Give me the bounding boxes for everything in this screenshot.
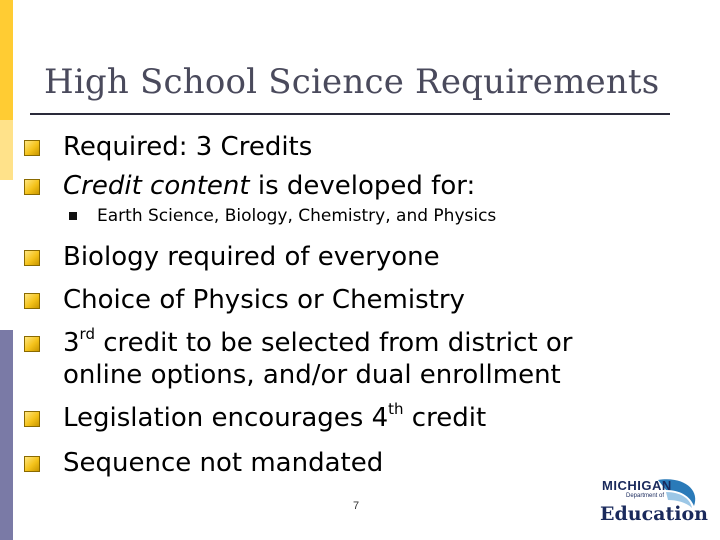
bullet-sequence: Sequence not mandated <box>63 448 384 478</box>
bullet-icon <box>24 140 40 156</box>
bullet-text: Legislation encourages 4 <box>63 403 389 433</box>
sub-bullet-icon <box>69 212 77 220</box>
bullet-legislation <box>63 402 486 434</box>
side-accent-bar-white <box>0 180 13 330</box>
title-divider <box>30 113 670 115</box>
bullet-text: credit <box>403 403 487 433</box>
ordinal-suffix: th <box>388 400 404 419</box>
bullet-third-credit-line2: online options, and/or dual enrollment <box>63 360 561 390</box>
side-accent-bar-light <box>0 120 13 180</box>
mde-logo <box>596 476 708 532</box>
slide-title: High School Science Requirements <box>44 62 660 102</box>
bullet-choice: Choice of Physics or Chemistry <box>63 285 465 315</box>
bullet-icon <box>24 336 40 352</box>
sub-bullet-sciences: Earth Science, Biology, Chemistry, and Physics <box>97 206 497 226</box>
side-accent-bar-purple <box>0 330 13 540</box>
bullet-emphasis: Credit content <box>63 171 250 201</box>
bullet-icon <box>24 250 40 266</box>
bullet-icon <box>24 293 40 309</box>
bullet-text: credit to be selected from district or <box>94 328 573 358</box>
bullet-credit-content <box>63 170 475 202</box>
logo-word: Education <box>600 503 708 525</box>
bullet-icon <box>24 179 40 195</box>
bullet-icon <box>24 411 40 427</box>
ordinal-number: 3 <box>63 328 80 358</box>
bullet-third-credit-line1 <box>63 327 573 359</box>
bullet-icon <box>24 456 40 472</box>
side-accent-bar-gold <box>0 0 13 120</box>
page-number: 7 <box>353 500 360 512</box>
bullet-required-credits: Required: 3 Credits <box>63 132 313 162</box>
ordinal-suffix: rd <box>79 325 95 344</box>
logo-state: MICHIGAN <box>602 478 672 493</box>
bullet-biology: Biology required of everyone <box>63 242 440 272</box>
bullet-text: is developed for: <box>249 171 476 201</box>
logo-dept: Department of <box>626 493 665 499</box>
